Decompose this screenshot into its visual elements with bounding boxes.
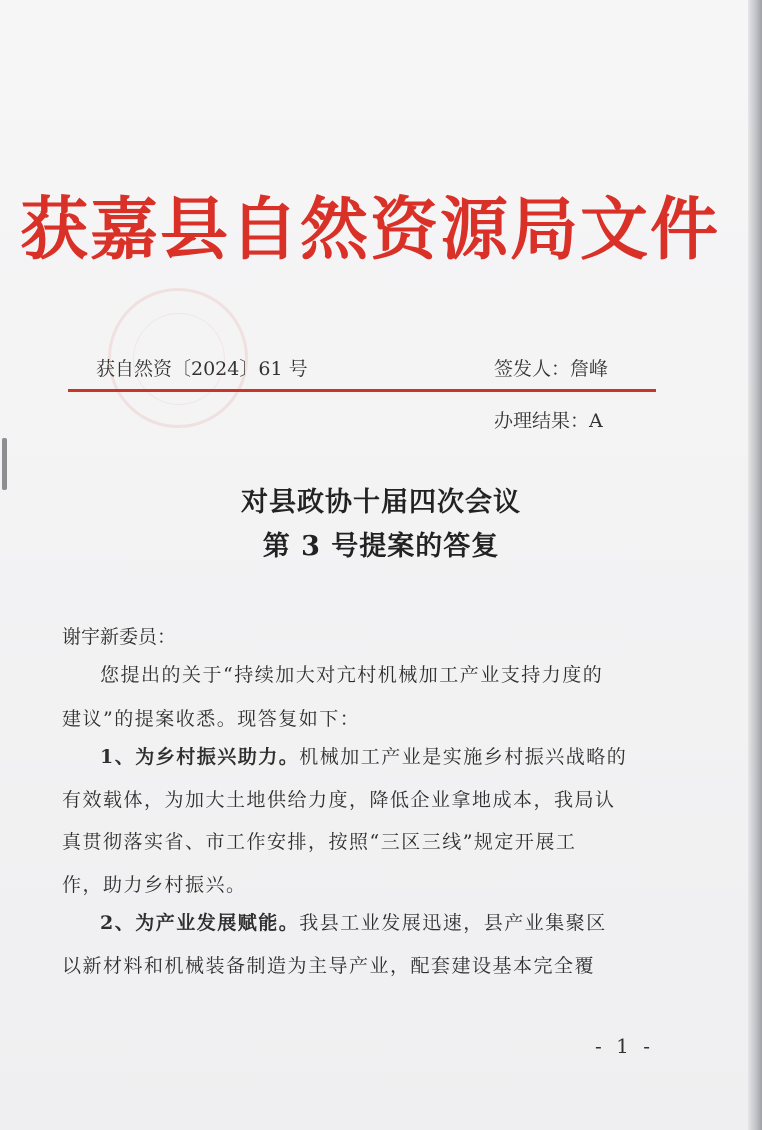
- letterhead-red-rule: [68, 389, 656, 392]
- body-line-6-text: 作，助力乡村振兴。: [62, 874, 247, 896]
- doc-title-line-2: 第 3 号提案的答复: [262, 531, 500, 562]
- letterhead-title: 获嘉县自然资源局文件: [19, 190, 720, 270]
- body-line-8: [62, 951, 595, 978]
- body-line-3-bold: 1、为乡村振兴助力。: [100, 746, 300, 768]
- body-line-4-text: 有效载体，为加大土地供给力度，降低企业拿地成本，我局认: [62, 789, 616, 811]
- page-edge-shadow: [748, 0, 762, 1130]
- salutation: 谢宇新委员：: [62, 626, 177, 648]
- signer-label: 签发人：: [494, 358, 571, 380]
- body-line-7-text: 我县工业发展迅速，县产业集聚区: [299, 912, 607, 934]
- document-number: 获自然资〔2024〕61 号: [96, 358, 308, 380]
- body-line-2-text: 建议”的提案收悉。现答复如下：: [62, 708, 361, 730]
- body-line-8-text: 以新材料和机械装备制造为主导产业，配套建设基本完全覆: [62, 955, 596, 977]
- body-line-5-text: 真贯彻落实省、市工作安排，按照“三区三线”规定开展工: [62, 831, 577, 853]
- body-line-3-text: 机械加工产业是实施乡村振兴战略的: [299, 746, 628, 768]
- result-label: 办理结果：: [494, 410, 590, 432]
- body-line-4: [62, 785, 616, 812]
- body-line-7-bold: 2、为产业发展赋能。: [100, 912, 300, 934]
- page-number: - 1 -: [595, 1034, 654, 1058]
- result-value: A: [589, 410, 603, 432]
- body-line-6: [62, 870, 247, 897]
- signer-name: 詹峰: [570, 358, 609, 380]
- body-line-3: [100, 742, 627, 769]
- doc-title-line-1: 对县政协十届四次会议: [241, 487, 521, 518]
- body-line-2: [62, 704, 360, 731]
- body-line-5: [62, 827, 576, 854]
- body-line-1-text: 您提出的关于“持续加大对亢村机械加工产业支持力度的: [100, 664, 604, 686]
- signer-info: [494, 354, 608, 381]
- body-line-7: [100, 908, 607, 935]
- handling-result: [494, 406, 603, 433]
- body-line-1: [100, 660, 603, 687]
